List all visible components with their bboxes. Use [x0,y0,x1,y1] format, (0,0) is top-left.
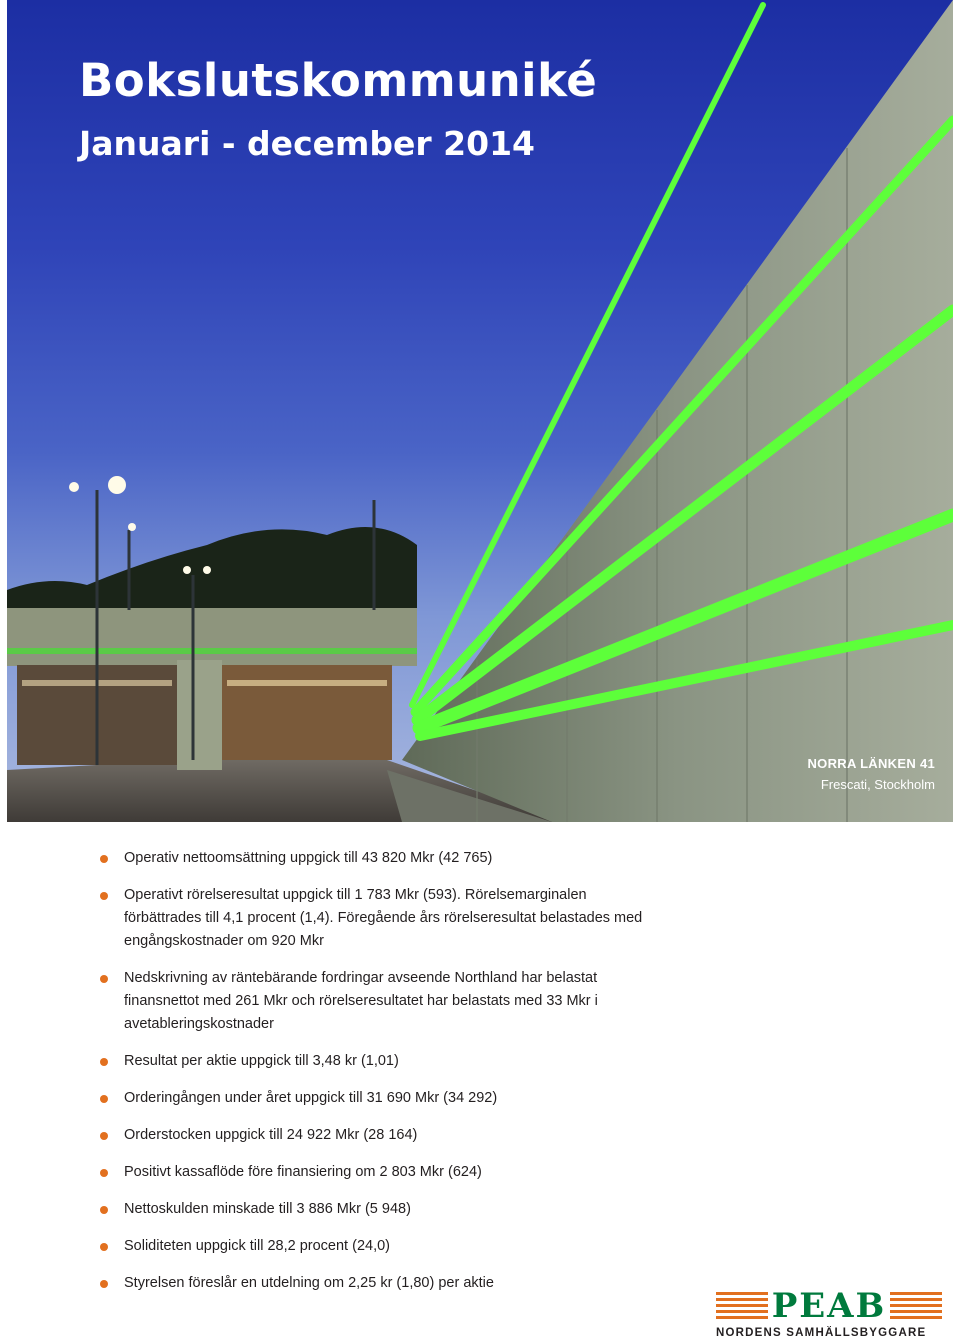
report-period: Januari - december 2014 [79,124,536,163]
highlight-text: Nettoskulden minskade till 3 886 Mkr (5 948) [124,1201,411,1217]
highlight-text: Soliditeten uppgick till 28,2 procent (24,0) [124,1238,390,1254]
highlight-text: Operativt rörelseresultat uppgick till 1 783 Mkr (593). Rörelsemarginalen förbättrades till 4,1 procent (1,4). Föregående års rörelseresultat belastades med engångskostnader om 920 Mkr [124,887,643,949]
highlight-text: Orderstocken uppgick till 24 922 Mkr (28 164) [124,1127,418,1143]
bullet-icon [100,1132,108,1140]
list-item [100,1124,660,1147]
logo-tagline: NORDENS SAMHÄLLSBYGGARE [716,1327,927,1339]
list-item [100,884,660,953]
list-item [100,967,660,1036]
list-item [100,1272,660,1295]
bullet-icon [100,892,108,900]
caption-location: Frescati, Stockholm [820,777,935,792]
bullet-icon [100,1058,108,1066]
list-item [100,1087,660,1110]
highlight-text: Operativ nettoomsättning uppgick till 43 820 Mkr (42 765) [124,850,493,866]
bullet-icon [100,1243,108,1251]
highlight-text: Nedskrivning av räntebärande fordringar avseende Northland har belastat finansnettot med 261 Mkr och rörelseresultatet har belastats med 33 Mkr i avetableringskostnader [124,970,598,1032]
bullet-icon [100,1095,108,1103]
bullet-icon [100,855,108,863]
report-title: Bokslutskommuniké [79,54,598,107]
photo-caption [807,756,935,792]
bullet-icon [100,1206,108,1214]
bullet-icon [100,1280,108,1288]
bullet-icon [100,975,108,983]
list-item [100,1198,660,1221]
highlight-text: Resultat per aktie uppgick till 3,48 kr (1,01) [124,1053,399,1069]
highlight-text: Orderingången under året uppgick till 31 690 Mkr (34 292) [124,1090,498,1106]
cover-photo [7,0,953,822]
list-item [100,847,660,870]
bullet-icon [100,1169,108,1177]
highlight-text: Positivt kassaflöde före finansiering om 2 803 Mkr (624) [124,1164,482,1180]
list-item [100,1235,660,1258]
list-item [100,1050,660,1073]
caption-project: NORRA LÄNKEN 41 [807,756,935,771]
logo-wordmark: PEAB [716,1290,942,1322]
list-item [100,1161,660,1184]
logo-mark [716,1286,942,1326]
highlight-text: Styrelsen föreslår en utdelning om 2,25 kr (1,80) per aktie [124,1275,494,1291]
peab-logo [716,1286,942,1339]
highlights-list [100,847,660,1309]
